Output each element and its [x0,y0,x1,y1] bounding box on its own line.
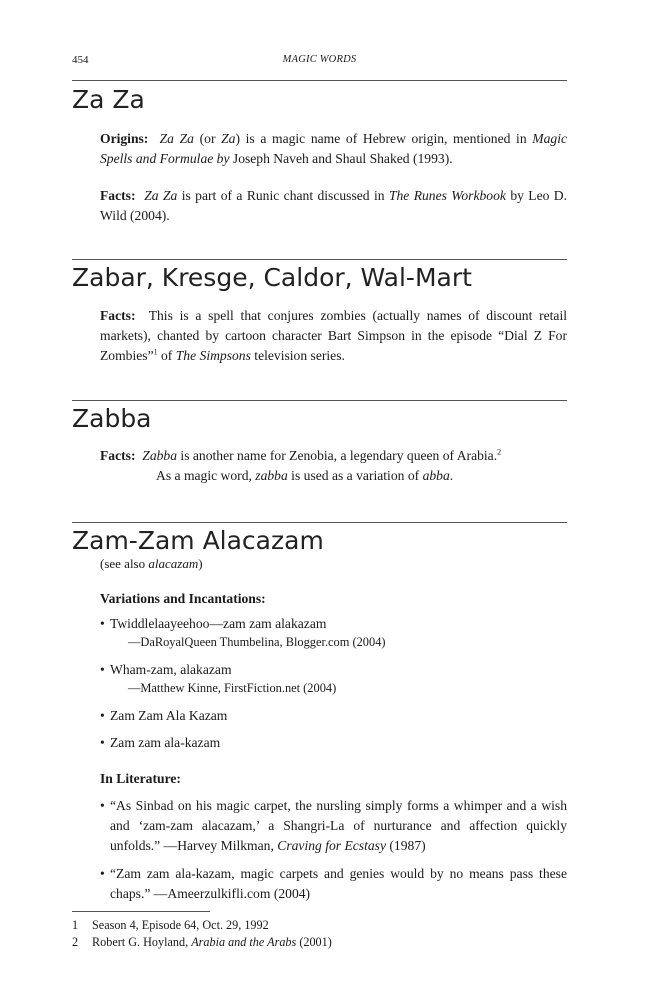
bullet-icon: • [100,735,105,750]
book-title: The Runes Workbook [388,188,506,203]
section-rule [72,80,567,81]
list-item [100,706,567,726]
see-also [100,555,203,573]
text-run: is another name for Zenobia, a legendary queen of Arabia. [177,448,498,463]
footnote-ref: 1 [153,347,158,357]
text-run: of [157,348,176,363]
text-run: This is a spell that conjures zombies (actually names of discount retail markets), chanted by cartoon character Bart Simpson in the episode “Dial Z For Zombies” [100,308,567,363]
literature-heading: In Literature: [100,771,181,786]
footnote-text: Robert G. Hoyland, [92,935,192,949]
quote-text: “Zam zam ala-kazam, magic carpets and genies would by no means pass these chaps.” —Ameerzulkifli.com (2004) [110,866,567,901]
footnote [72,917,269,933]
book-title: Craving for Ecstasy [277,838,386,853]
variation-text: Zam zam ala-kazam [110,735,221,750]
text-run: (2001) [296,935,332,949]
footnote-text: Season 4, Episode 64, Oct. 29, 1992 [92,918,269,932]
text-run: Joseph Naveh and Shaul Shaked (1993). [229,151,453,166]
bullet-icon: • [100,662,105,677]
bullet-icon: • [100,866,105,881]
zaza-facts [100,186,567,226]
term: abba [422,468,450,483]
bullet-icon: • [100,708,105,723]
text-run: . [449,468,454,483]
running-title: MAGIC WORDS [282,54,357,65]
footnote-ref: 2 [497,447,502,457]
page-number: 454 [72,54,89,66]
term: Za [221,131,236,146]
show-title: The Simpsons [175,348,251,363]
zabar-facts [100,306,567,366]
zaza-origins [100,129,567,169]
term: Za Za [159,131,194,146]
footnote-number: 1 [72,918,79,932]
term: zabba [255,468,288,483]
list-item [100,733,567,753]
origins-label: Origins: [100,131,149,146]
text-run: (or [193,131,222,146]
facts-label: Facts: [100,308,136,323]
variations-heading: Variations and Incantations: [100,591,266,606]
term: Zabba [142,448,178,463]
variation-text: Twiddlelaayeehoo—zam zam alakazam [110,616,327,631]
text-run: As a magic word, [156,468,256,483]
bullet-icon: • [100,616,105,631]
section-rule [72,522,567,523]
text-run: is used as a variation of [287,468,423,483]
list-item [100,796,567,856]
section-rule [72,400,567,401]
footnote-rule [72,911,210,912]
bullet-icon: • [100,798,105,813]
entry-title-zabba: Zabba [72,404,152,433]
list-item [100,660,567,680]
zabba-facts [100,446,567,486]
text-run: television series. [250,348,345,363]
list-item [100,614,567,634]
text-run: (1987) [386,838,426,853]
text-run: ) [198,556,203,571]
entry-title-zamzam: Zam-Zam Alacazam [72,526,324,555]
attribution: —Matthew Kinne, FirstFiction.net (2004) [128,681,337,695]
book-title: Arabia and the Arabs [191,935,297,949]
entry-title-zabar: Zabar, Kresge, Caldor, Wal-Mart [72,263,472,292]
facts-label: Facts: [100,188,136,203]
text-run: is part of a Runic chant discussed in [177,188,389,203]
text-run: (see also [100,556,149,571]
footnote [72,934,332,950]
running-head [72,54,567,70]
attribution: —DaRoyalQueen Thumbelina, Blogger.com (2004) [128,635,386,649]
book-title: Magic Spells and Formulae by [100,131,568,166]
variation-text: Wham-zam, alakazam [110,662,232,677]
term: Za Za [144,188,178,203]
facts-label: Facts: [100,448,136,463]
section-rule [72,259,567,260]
cross-reference: alacazam [148,556,199,571]
footnote-number: 2 [72,935,79,949]
text-run: by Leo D. Wild (2004). [100,188,568,223]
variation-text: Zam Zam Ala Kazam [110,708,228,723]
list-item [100,864,567,904]
text-run: ) is a magic name of Hebrew origin, mentioned in [235,131,533,146]
entry-title-zaza: Za Za [72,85,145,114]
quote-text: “As Sinbad on his magic carpet, the nursling simply forms a whimper and a wish and ‘zam-zam alacazam,’ a Shangri-La of nurturance and affection quickly unfolds.” —Harvey Milkman, [110,798,567,853]
